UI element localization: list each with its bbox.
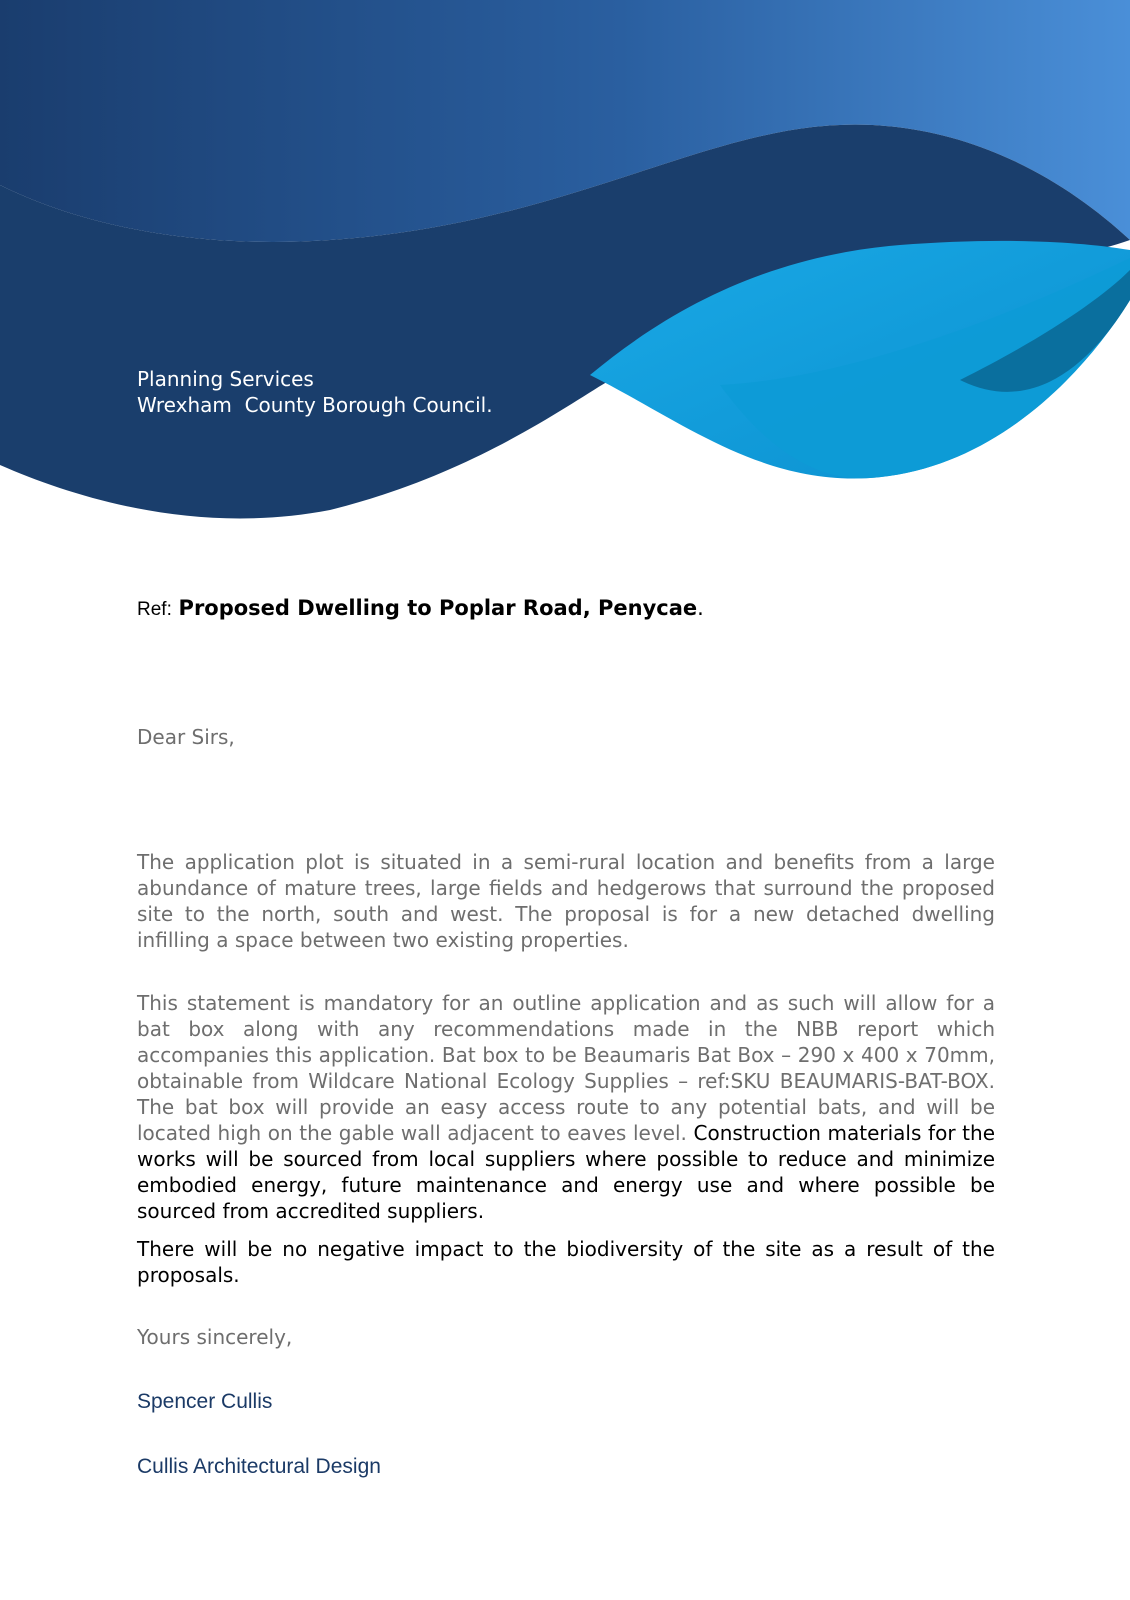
letterhead-wave-graphic	[0, 0, 1130, 560]
signature-name: Spencer Cullis	[137, 1390, 273, 1413]
reference-end: .	[697, 596, 704, 620]
reference-label: Ref:	[137, 599, 172, 620]
reference-subject: Proposed Dwelling to Poplar Road, Penycae	[178, 596, 698, 620]
paragraph-site-description: The application plot is situated in a semi-rural location and benefits from a large abundance of mature trees, large fields and hedgerows that surround the proposed site to the north, south and west. The proposal is for a new detached dwelling infilling a space between two existing properties.	[137, 850, 995, 952]
paragraph-bat-box-text: This statement is mandatory for an outline application and as such will allow for a bat box along with any recommendations made in the NBB report which accompanies this application. Bat box to be Beaumaris Bat Box – 290 x 400 x 70mm, obtainable from Wildcare National Ecology Supplies – ref:SKU BEAUMARIS-BAT-BOX. The bat box will provide an easy access route to any potential bats, and will be located high on the gable wall adjacent to eaves level.	[137, 991, 995, 1145]
paragraph-biodiversity-impact: There will be no negative impact to the biodiversity of the site as a result of the proposals.	[137, 1237, 995, 1287]
salutation: Dear Sirs,	[137, 725, 235, 749]
recipient-address	[137, 366, 493, 418]
recipient-department: Planning Services	[137, 367, 314, 391]
signature-company: Cullis Architectural Design	[137, 1455, 381, 1478]
recipient-organisation: Wrexham County Borough Council.	[137, 393, 493, 417]
closing: Yours sincerely,	[137, 1325, 293, 1349]
reference-line	[137, 596, 704, 621]
paragraph-materials-text: Construction materials for the works will be sourced from local suppliers where possible to reduce and minimize embodied energy, future maintenance and energy use and where possible be sourced from accredited suppliers.	[137, 1121, 996, 1223]
paragraph-bat-box-statement	[137, 990, 995, 1224]
